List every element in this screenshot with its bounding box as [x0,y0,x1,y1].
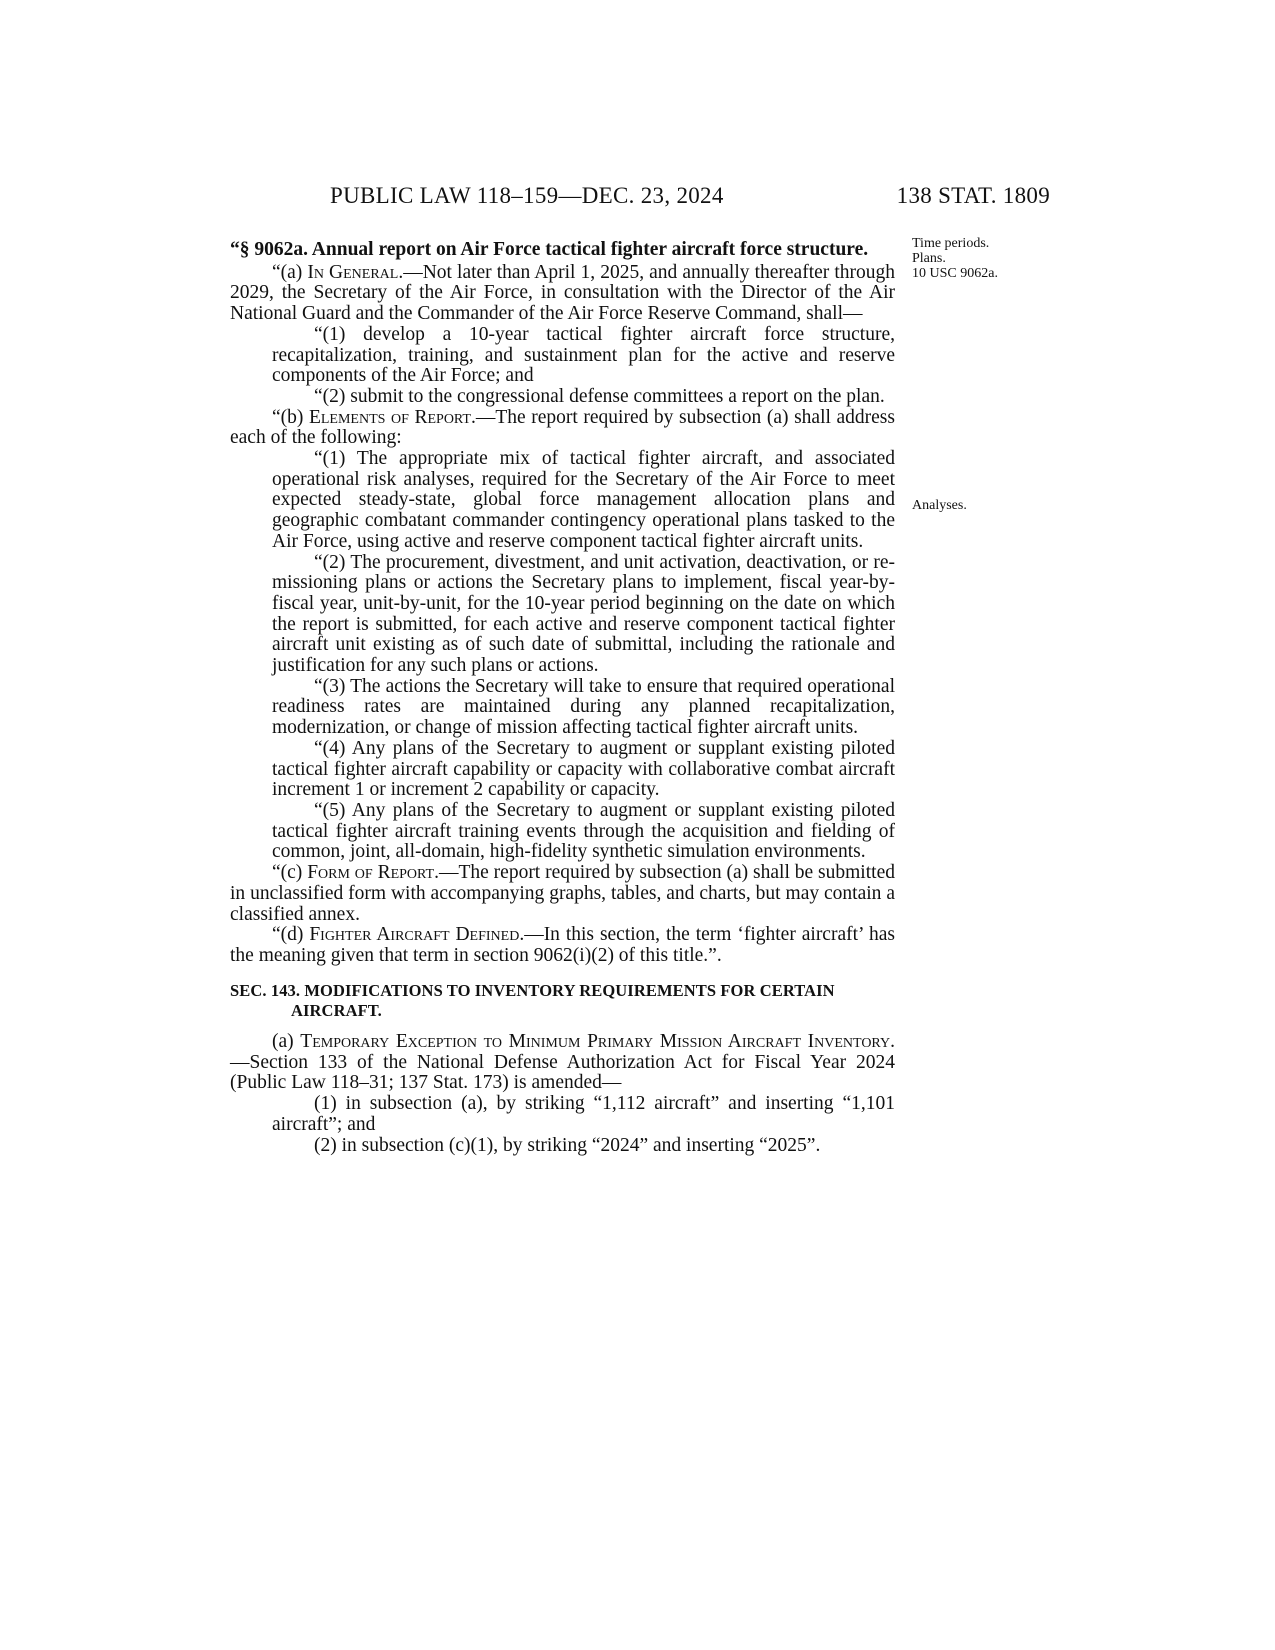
subsection-d-heading: Fighter Aircraft Defined [309,924,520,946]
subsection-c-label: “(c) [272,862,308,884]
paragraph-b1: “(1) The appropriate mix of tactical fighter aircraft, and associated operational risk analyses, required for the Secretary of the Air Force to meet expected steady-state, global force management allocation plans and geographic combatant commander contingency operational plans tasked to the Air Force, using active and reserve component tactical fighter aircraft units. [272,448,895,552]
paragraph-a1: “(1) develop a 10-year tactical fighter aircraft force structure, recapitalization, training, and sustainment plan for the active and reserve components of the Air Force; and [272,323,895,387]
section-143-subsection-a [230,1032,895,1094]
margin-notes-analyses [912,498,1052,513]
statute-page-number: 138 STAT. 1809 [896,183,1050,208]
margin-notes-top [912,236,1052,281]
subsection-b [230,408,895,449]
page-header [330,183,1050,217]
paragraph-b4: “(4) Any plans of the Secretary to augment or supplant existing piloted tactical fighter aircraft capability or capacity with collaborative combat aircraft increment 1 or increment 2 capability or capacity. [272,737,895,801]
margin-note-plans: Plans. [912,251,946,266]
subsection-a-heading: In General [307,261,399,283]
subsection-a-text: .—Not later than April 1, 2025, and annually thereafter through 2029, the Secretary of the Air Force, in consultation with the Director of the Air National Guard and the Commander of the Air Force Reserve Command, shall— [230,261,895,325]
paragraph-b5: “(5) Any plans of the Secretary to augment or supplant existing piloted tactical fighter aircraft training events through the acquisition and fielding of common, joint, all-domain, high-fidelity synthetic simulation environments. [272,799,895,863]
margin-note-time-periods: Time periods. [912,236,990,251]
paragraph-b3: “(3) The actions the Secretary will take to ensure that required operational readiness rates are maintained during any planned recapitalization, modernization, or change of mission affecting tactical fighter aircraft units. [272,675,895,739]
subsection-c-text: .—The report required by subsection (a) shall be submitted in unclassified form with accompanying graphs, tables, and charts, but may contain a classified annex. [230,862,895,925]
subsection-d-text: .—In this section, the term ‘fighter aircraft’ has the meaning given that term in section 9062(i)(2) of this title.”. [230,924,895,966]
subsection-a [230,263,895,325]
subsection-c [230,863,895,925]
subsection-c-heading: Form of Report [307,862,435,884]
subsection-a-label: “(a) [272,261,308,283]
subsection-d-label: “(d) [272,924,310,946]
section-143-title: SEC. 143. MODIFICATIONS TO INVENTORY REQUIREMENTS FOR CERTAIN AIRCRAFT. [230,980,835,1021]
subsection-d [230,925,895,966]
margin-note-usc: 10 USC 9062a. [912,266,998,281]
margin-note-analyses: Analyses. [912,498,967,513]
subsection-b-text: .—The report required by subsection (a) shall address each of the following: [230,406,895,449]
subsection-b-label: “(b) [272,406,309,428]
section-143-a-heading: Temporary Exception to Minimum Primary Mission Aircraft Inventory [300,1031,891,1053]
public-law-citation: PUBLIC LAW 118–159—DEC. 23, 2024 [330,183,724,208]
section-9062a-title: “§ 9062a. Annual report on Air Force tactical fighter aircraft force structure. [230,239,869,260]
section-143-a-text: .—Section 133 of the National Defense Authorization Act for Fiscal Year 2024 (Public Law 118–31; 137 Stat. 173) is amended— [230,1031,895,1094]
subsection-b-heading: Elements of Report [308,406,471,428]
section-143-paragraph-2: (2) in subsection (c)(1), by striking “2024” and inserting “2025”. [314,1134,821,1156]
section-143-paragraph-1: (1) in subsection (a), by striking “1,112 aircraft” and inserting “1,101 aircraft”; and [272,1093,895,1135]
section-143-a-label: (a) [272,1031,301,1053]
paragraph-b2: “(2) The procurement, divestment, and unit activation, deactivation, or re-missioning plans or actions the Secretary plans to implement, fiscal year-by-fiscal year, unit-by-unit, for the 10-year period beginning on the date on which the report is submitted, for each active and reserve component tactical fighter aircraft unit existing as of such date of submittal, including the rationale and justification for any such plans or actions. [272,551,895,677]
main-text [230,240,895,1156]
paragraph-a2: “(2) submit to the congressional defense committees a report on the plan. [314,385,885,407]
